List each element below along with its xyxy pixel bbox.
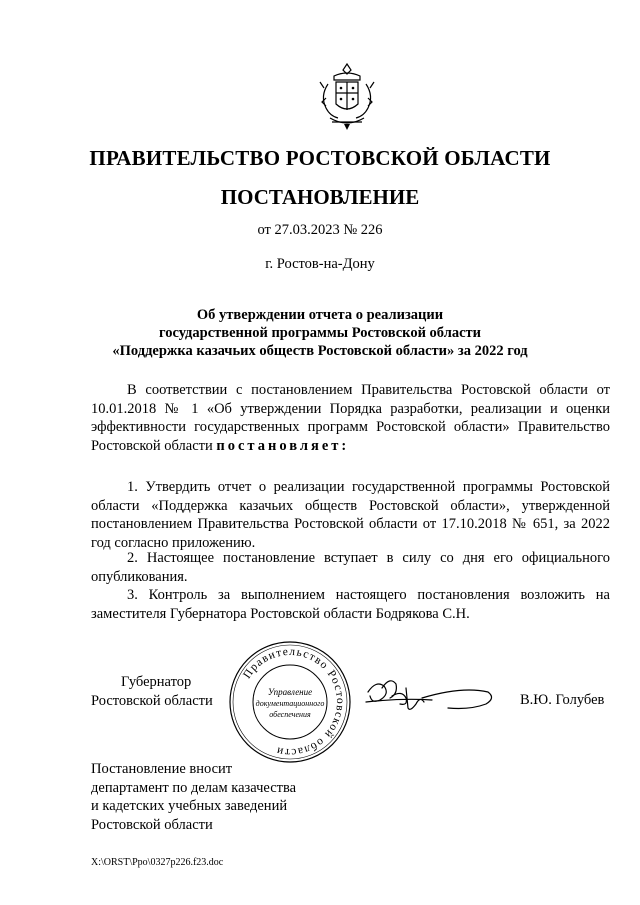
item-1: 1. Утвердить отчет о реализации государственной программы Ростовской области «Поддержка казачьих обществ Ростовской области», утвержденной постановлением Правительства Ростовской области от 17.10.2018 № 651, за 2022 год согласно приложению. [91,479,610,551]
intro-text: В соответствии с постановлением Правительства Ростовской области от 10.01.2018 № 1 «Об утверждении Порядка разработки, реализации и оценки эффективности государственных программ Ростовской области» Правительство Ростовской области [91,382,610,454]
official-seal [228,640,352,764]
submitted-by-note [91,760,296,834]
signatory-title-line: Ростовской области [91,692,213,709]
document-date-number: от 27.03.2023 № 226 [257,222,383,238]
signatory-title [91,673,213,710]
signatory-title-line: Губернатор [121,674,192,690]
signatory-name: В.Ю. Голубев [520,692,605,708]
seal-inner-line: обеспечения [269,710,311,719]
submitted-by-line: департамент по делам казачества [91,779,297,796]
coat-of-arms-icon [316,62,378,132]
subject-line: Об утверждении отчета о реализации [196,307,444,323]
organization-title: ПРАВИТЕЛЬСТВО РОСТОВСКОЙ ОБЛАСТИ [89,146,551,170]
subject-line: «Поддержка казачьих обществ Ростовской области» за 2022 год [112,343,528,359]
submitted-by-line: Постановление вносит [91,761,233,777]
intro-action: постановляет: [216,437,350,454]
submitted-by-line: Ростовской области [91,816,213,833]
document-subject [0,306,640,360]
file-path: X:\ORST\Ppo\0327p226.f23.doc [91,857,224,868]
seal-inner-line: Управление [267,687,313,697]
document-city: г. Ростов-на-Дону [265,256,375,272]
item-3: 3. Контроль за выполнением настоящего постановления возложить на заместителя Губернатора Ростовской области Бодрякова С.Н. [91,587,610,622]
seal-outer-text: Правительство Ростовской области [241,645,347,759]
seal-inner-line: документационного [255,699,325,708]
document-type: ПОСТАНОВЛЕНИЕ [220,185,420,209]
item-2: 2. Настоящее постановление вступает в силу со дня его официального опубликования. [91,550,610,585]
intro-paragraph [91,381,610,455]
handwritten-signature [362,668,498,724]
submitted-by-line: и кадетских учебных заведений [91,798,288,815]
subject-line: государственной программы Ростовской области [158,325,481,341]
